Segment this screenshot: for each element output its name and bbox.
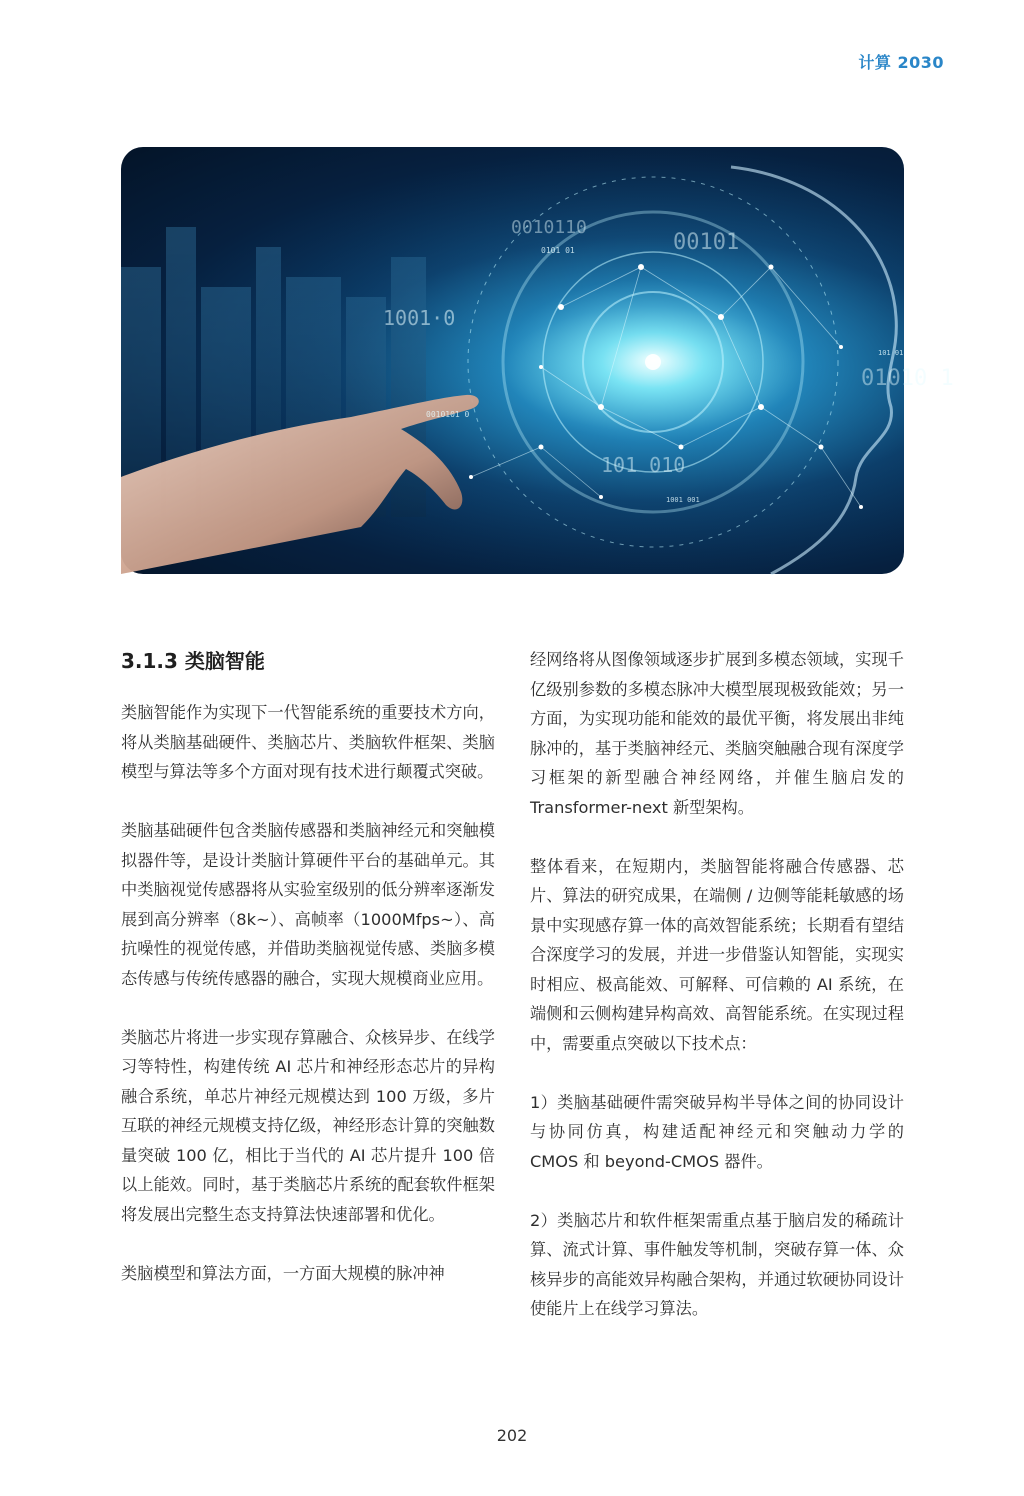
paragraph-chip: 类脑芯片将进一步实现存算融合、众核异步、在线学习等特性，构建传统 AI 芯片和神经形态芯片的异构融合系统，单芯片神经元规模达到 100 万级，多片互联的神经元规模支持亿级，神经形态计算的突触数量突破 100 亿，相比于当代的 AI 芯片提升 100 倍以上能效。同时，基于类脑芯片系统的配套软件框架将发展出完整生态支持算法快速部署和优化。 — [121, 1027, 495, 1224]
paragraph-point-2: 2）类脑芯片和软件框架需重点基于脑启发的稀疏计算、流式计算、事件触发等机制，突破存算一体、众核异步的高能效异构融合架构，并通过软硬协同设计使能片上在线学习算法。 — [530, 1210, 904, 1318]
paragraph-point-1: 1）类脑基础硬件需突破异构半导体之间的协同设计与协同仿真，构建适配神经元和突触动力学的 CMOS 和 beyond-CMOS 器件。 — [530, 1092, 904, 1171]
hero-image — [121, 147, 954, 574]
overlay-binary-2: 00101 — [673, 230, 740, 255]
overlay-binary-3: 0101 01 — [541, 246, 575, 255]
paragraph-model-start: 类脑模型和算法方面，一方面大规模的脉冲神 — [121, 1263, 445, 1283]
right-column — [530, 645, 904, 1353]
overlay-binary-8: 101 010 — [601, 453, 686, 477]
left-column — [121, 643, 495, 1318]
paragraph-overview: 整体看来，在短期内，类脑智能将融合传感器、芯片、算法的研究成果，在端侧 / 边侧等能耗敏感的场景中实现感存算一体的高效智能系统；长期看有望结合深度学习的发展，并进一步借鉴认知智能，实现实时相应、极高能效、可解释、可信赖的 AI 系统，在端侧和云侧构建异构高效、高智能系统。在实现过程中，需要重点突破以下技术点： — [530, 856, 904, 1053]
overlay-binary-5: 1001 001 — [666, 496, 700, 504]
ai-brain-hand-illustration-icon — [121, 147, 954, 574]
overlay-binary-6: 101 01 — [878, 349, 904, 357]
paragraph-intro: 类脑智能作为实现下一代智能系统的重要技术方向，将从类脑基础硬件、类脑芯片、类脑软件框架、类脑模型与算法等多个方面对现有技术进行颠覆式突破。 — [121, 703, 495, 781]
overlay-binary-7: 01010 1 — [861, 366, 954, 391]
overlay-binary-4: 0010101 0 — [426, 410, 470, 419]
paragraph-hardware: 类脑基础硬件包含类脑传感器和类脑神经元和突触模拟器件等，是设计类脑计算硬件平台的基础单元。其中类脑视觉传感器将从实验室级别的低分辨率逐渐发展到高分辨率（8k~）、高帧率（1000Mfps~）、高抗噪性的视觉传感，并借助类脑视觉传感、类脑多模态传感与传统传感器的融合，实现大规模商业应用。 — [121, 821, 495, 988]
paragraph-model-continued: 经网络将从图像领域逐步扩展到多模态领域，实现千亿级别参数的多模态脉冲大模型展现极致能效；另一方面，为实现功能和能效的最优平衡，将发展出非纯脉冲的，基于类脑神经元、类脑突触融合现有深度学习框架的新型融合神经网络，并催生脑启发的 Transformer-next 新型架构。 — [530, 650, 904, 817]
overlay-binary-9: 0010110 — [511, 217, 587, 238]
overlay-binary-1: 1001·0 — [383, 306, 456, 330]
header-brand: 计算 2030 — [858, 53, 944, 72]
page-number: 202 — [496, 1426, 528, 1445]
section-title: 3.1.3 类脑智能 — [121, 649, 265, 673]
